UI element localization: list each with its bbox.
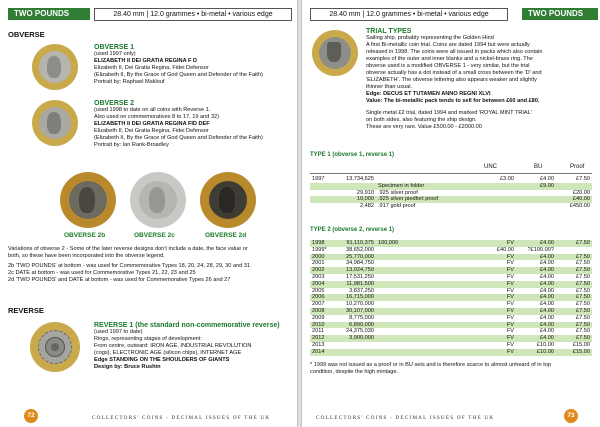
unc-cell (466, 196, 516, 203)
year-cell: 2012 (310, 335, 334, 342)
obverse-1-title: OBVERSE 1 (94, 44, 135, 51)
table-row (310, 308, 592, 315)
variations-line-2: both, so these have been incorporated into the obverse legend. (8, 253, 165, 259)
year-cell: 1999* (312, 246, 327, 253)
year-cell: 2010 (310, 322, 334, 329)
bu-cell (516, 190, 556, 197)
bu-cell: £4.00 (516, 335, 556, 342)
trial-text-1: A first Bi-metallic coin trial. Coins are dated 1994 but were actually (366, 42, 530, 48)
table-row (310, 203, 592, 210)
obverse-2-legend-expanded: Elizabeth II, Dei Gratia Regina, Fidei Defensor (94, 128, 209, 134)
bu-cell: £4.00 (516, 240, 556, 247)
page-number-badge: 73 (564, 409, 578, 423)
mintage-cell (334, 349, 376, 356)
unc-cell: £3.00 (500, 176, 514, 182)
obverse-2-legend: ELIZABETH II DEI GRATIA REGINA FID DEF (94, 121, 210, 127)
type-2-table (310, 240, 592, 356)
obverse-2-usage: (used 1998 to date on all coins with Reverse 1. (94, 107, 211, 113)
trial-text-4: obverse used is a modified OBVERSE 1 - very similar, but the trial (366, 63, 530, 69)
table-row (310, 349, 592, 356)
mintage-cell: 10,000 (334, 196, 376, 203)
obverse-2-title: OBVERSE 2 (94, 100, 135, 107)
year-cell: 2001 (312, 260, 325, 267)
proof-cell: £7.50 (576, 301, 590, 308)
bu-cell (516, 203, 556, 210)
table-row (310, 196, 592, 203)
bu-cell: £4.00 (516, 267, 556, 274)
reverse-heading: REVERSE (8, 306, 44, 315)
detail-cell (376, 247, 466, 254)
obverse-2-usage-cont: Also used on commemoratives 8 to 17, 19 and 32) (94, 114, 219, 120)
year-cell: 2000 (310, 254, 334, 261)
trial-value: Value: The bi-metallic pack tends to sell for between £60 and £80. (366, 98, 540, 104)
detail-cell (376, 260, 466, 267)
single-trial-3: These are very rare. Value £500.00 - £2000.00 (366, 124, 482, 130)
footnote (310, 362, 596, 376)
trial-types-entry (366, 28, 596, 131)
detail-cell (376, 335, 466, 342)
unc-cell (466, 190, 516, 197)
table-row (310, 328, 592, 335)
detail-cell (376, 267, 466, 274)
detail-cell (376, 349, 466, 356)
proof-cell: £7.50 (576, 287, 590, 294)
unc-cell: FV (506, 260, 514, 267)
col-header-proof: Proof (570, 164, 585, 170)
unc-cell: FV (506, 273, 514, 280)
table-row (310, 247, 592, 254)
obverse-1-entry (94, 44, 294, 86)
unc-cell (466, 203, 516, 210)
mintage-cell: 29,910 (356, 189, 374, 196)
mintage-cell: 3,837,250 (349, 287, 374, 294)
type-1-heading: TYPE 1 (obverse 1, reverse 1) (310, 152, 395, 158)
proof-cell: £7.50 (556, 254, 592, 261)
detail-cell: Specimen in folder (376, 183, 466, 190)
bu-cell: £4.00 (516, 254, 556, 261)
trial-text-7: thinner than usual. (366, 84, 413, 90)
detail-cell (376, 322, 466, 329)
bu-cell: £4.00 (516, 294, 556, 301)
table-row (310, 315, 592, 322)
unc-cell: FV (506, 301, 514, 308)
proof-cell: £15.00 (556, 349, 592, 356)
col-header-unc: UNC (484, 164, 497, 170)
mintage-cell: 13,024,750 (334, 267, 376, 274)
caption-obverse-2c: OBVERSE 2c (134, 232, 175, 239)
reverse-1-title: REVERSE 1 (the standard non-commemorative reverse) (94, 322, 280, 329)
table-row (310, 322, 592, 329)
obverse-1-translation: (Elizabeth II, By the Grace of God Queen and Defender of the Faith) (94, 72, 263, 78)
bu-cell: £9.00 (516, 183, 556, 190)
proof-cell: £7.50 (556, 308, 592, 315)
mintage-cell: 24,375,030 (346, 328, 374, 335)
unc-cell: FV (466, 281, 516, 288)
mintage-cell: 16,715,000 (334, 294, 376, 301)
bu-cell: £4.00 (540, 287, 554, 294)
table-row (310, 240, 592, 247)
unc-cell: FV (506, 287, 514, 294)
table-row (310, 335, 592, 342)
year-cell: 1997 (312, 176, 325, 182)
trial-text-3: examples of the outer and inner blanks and a nickel-brass ring. The (366, 56, 533, 62)
proof-cell: £7.50 (576, 314, 590, 321)
proof-cell: £7.50 (576, 328, 590, 335)
footnote-line-1: * 1999 was not issued as a proof or in BU sets and is therefore scarce to almost unheard of in top (310, 362, 551, 368)
page-tab: TWO POUNDS (8, 8, 90, 20)
unc-cell: FV (506, 341, 514, 348)
obverse-1-legend-expanded: Elizabeth II, Dei Gratia Regina, Fidei Defensor (94, 65, 209, 71)
table-row (310, 342, 592, 349)
detail-cell (376, 342, 466, 349)
reverse-1-edge: Edge STANDING ON THE SHOULDERS OF GIANTS (94, 357, 230, 363)
detail-cell (376, 288, 466, 295)
mintage-cell: 8,775,000 (349, 314, 374, 321)
reverse-1-description: Rings, representing stages of development: (94, 336, 202, 342)
detail-cell (376, 301, 466, 308)
mintage-cell: 34,984,750 (346, 260, 374, 267)
unc-cell: FV (466, 240, 516, 247)
mintage-cell: 13,734,625 (346, 176, 374, 182)
year-cell (310, 196, 334, 203)
page-number-badge: 72 (24, 409, 38, 423)
single-trial-1: Single metal £2 trial, dated 1994 and marked 'ROYAL MINT TRIAL' (366, 110, 532, 116)
type-1-table (310, 176, 592, 210)
trial-subtitle: Sailing ship, probably representing the Golden Hind (366, 35, 494, 41)
mintage-cell (334, 183, 376, 190)
proof-cell: £15.00 (572, 341, 590, 348)
bu-cell: £10.00 (516, 349, 556, 356)
proof-cell: £7.50 (556, 335, 592, 342)
bu-cell: £4.00 (540, 260, 554, 267)
obverse-2d-coin-image (200, 172, 256, 228)
proof-cell: £450.00 (569, 203, 590, 210)
bu-cell (516, 196, 556, 203)
page-tab: TWO POUNDS (522, 8, 598, 20)
type-2-heading: TYPE 2 (obverse 2, reverse 1) (310, 227, 395, 233)
spec-box: 28.40 mm | 12.0 grammes • bi-metal • various edge (94, 8, 292, 21)
detail-cell (376, 315, 466, 322)
obverse-1-usage: (used 1997 only) (94, 51, 136, 57)
bu-cell: £4.00 (540, 273, 554, 280)
bu-cell: £4.00 (516, 308, 556, 315)
col-header-bu: BU (534, 164, 543, 170)
year-cell (310, 183, 334, 190)
mintage-cell: 38,652,000 (346, 246, 374, 253)
year-cell: 2007 (312, 301, 325, 308)
unc-cell: FV (466, 349, 516, 356)
trial-text-6: 'ELIZABETH'. The obverse lettering also appears weaker and slightly (366, 77, 537, 83)
table-row (310, 281, 592, 288)
table-row (310, 267, 592, 274)
detail-cell: .925 silver piedfort proof (376, 196, 466, 203)
detail-cell: .925 silver proof (378, 189, 418, 196)
detail-cell (376, 308, 466, 315)
year-cell: 2008 (310, 308, 334, 315)
year-cell: 2006 (310, 294, 334, 301)
unc-cell (466, 183, 516, 190)
year-cell: 1998 (310, 240, 334, 247)
obverse-1-designer: Portrait by: Raphael Maklouf (94, 79, 165, 85)
detail-cell: .917 gold proof (378, 203, 416, 210)
detail-cell (376, 274, 466, 281)
unc-cell: FV (466, 308, 516, 315)
detail-cell: 100,000 (376, 240, 466, 247)
year-cell: 2014 (310, 349, 334, 356)
reverse-1-rings-cont: (cogs), ELECTRONIC AGE (silicon chips), INTERNET AGE (94, 350, 242, 356)
page-footer: COLLECTORS' COINS - DECIMAL ISSUES OF THE UK (316, 415, 495, 421)
unc-cell: FV (466, 267, 516, 274)
reverse-1-designer: Design by: Bruce Rushin (94, 364, 161, 370)
mintage-cell: 11,981,500 (334, 281, 376, 288)
variation-2d: 2d 'TWO POUNDS' and DATE at bottom - was used for Commemorative Types 26 and 27 (8, 277, 231, 283)
bu-cell: ?£100.00? (527, 246, 554, 253)
unc-cell: FV (506, 328, 514, 335)
year-cell: 2009 (312, 314, 325, 321)
variation-2b: 2b 'TWO POUNDS' at bottom - was used for Commemorative Types 18, 20, 24, 28, 29, 30 and 31 (8, 263, 251, 269)
table-row (310, 190, 592, 197)
bu-cell: £4.00 (540, 314, 554, 321)
unc-cell: £40.00 (496, 246, 514, 253)
obverse-heading: OBVERSE (8, 30, 45, 39)
variations-line-1: Variations of obverse 2 - Some of the later reverse designs don't include a date, the face value or (8, 246, 248, 252)
proof-cell: £20.00 (572, 189, 590, 196)
detail-cell (376, 176, 466, 183)
trial-edge: Edge: DECUS ET TUTAMEN ANNO REGNI XLVI (366, 91, 491, 97)
year-cell: 2002 (310, 267, 334, 274)
proof-cell: £7.50 (576, 260, 590, 267)
left-page (2, 0, 298, 427)
mintage-cell: 3,900,000 (334, 335, 376, 342)
caption-obverse-2d: OBVERSE 2d (205, 232, 247, 239)
trial-coin-image (312, 30, 358, 76)
proof-cell (556, 183, 592, 190)
variation-2c: 2c DATE at bottom - was used for Commemorative Types 21, 22, 23 and 25 (8, 270, 196, 276)
proof-cell (556, 247, 592, 254)
proof-cell: £7.50 (556, 294, 592, 301)
mintage-cell: 2,482 (360, 203, 374, 210)
unc-cell: FV (466, 254, 516, 261)
trial-types-title: TRIAL TYPES (366, 28, 412, 35)
mintage-cell: 6,890,000 (334, 322, 376, 329)
obverse-1-legend: ELIZABETH II DEI GRATIA REGINA F D (94, 58, 197, 64)
mintage-cell (334, 342, 376, 349)
proof-cell: £7.50 (576, 273, 590, 280)
footnote-line-2: condition, despite the high mintage. (310, 369, 399, 375)
spec-box: 28.40 mm | 12.0 grammes • bi-metal • various edge (310, 8, 508, 21)
obverse-2-entry (94, 100, 294, 149)
proof-cell: £7.50 (576, 176, 590, 182)
mintage-cell: 25,770,000 (334, 254, 376, 261)
bu-cell: £10.00 (536, 341, 554, 348)
table-row (310, 183, 592, 190)
bu-cell: £4.00 (516, 281, 556, 288)
obverse-2c-coin-image (130, 172, 186, 228)
obverse-2b-coin-image (60, 172, 116, 228)
table-row (310, 254, 592, 261)
detail-cell (376, 294, 466, 301)
year-cell: 2013 (312, 341, 325, 348)
table-row (310, 176, 592, 183)
table-row (310, 274, 592, 281)
year-cell: 2011 (312, 328, 325, 335)
mintage-cell: 30,107,000 (334, 308, 376, 315)
reverse-1-entry (94, 322, 294, 371)
trial-text-2: released in 1998. The coins were all issued in packs which also contain (366, 49, 543, 55)
detail-cell (376, 328, 466, 335)
proof-cell: £7.50 (556, 281, 592, 288)
bu-cell: £4.00 (540, 301, 554, 308)
table-row (310, 288, 592, 295)
proof-cell: £7.50 (556, 267, 592, 274)
reverse-1-coin-image (30, 322, 80, 372)
detail-cell (376, 281, 466, 288)
mintage-cell: 91,110,375 (334, 240, 376, 247)
page-footer: COLLECTORS' COINS - DECIMAL ISSUES OF THE UK (92, 415, 271, 421)
obverse-2-designer: Portrait by: Ian Rank-Broadley (94, 142, 169, 148)
table-rule (310, 173, 592, 174)
year-cell: 2005 (312, 287, 325, 294)
table-row (310, 260, 592, 267)
reverse-1-usage: (used 1997 to date) (94, 329, 143, 335)
obverse-1-coin-image (32, 44, 78, 90)
right-page (302, 0, 598, 427)
bu-cell: £4.00 (540, 328, 554, 335)
unc-cell: FV (466, 335, 516, 342)
mintage-cell: 10,270,000 (346, 301, 374, 308)
table-row (310, 294, 592, 301)
variations-text (8, 246, 294, 284)
year-cell: 2003 (312, 273, 325, 280)
single-trial-2: on both sides, also featuring the ship design. (366, 117, 477, 123)
caption-obverse-2b: OBVERSE 2b (64, 232, 106, 239)
detail-cell (376, 254, 466, 261)
year-cell (310, 203, 334, 210)
unc-cell: FV (466, 322, 516, 329)
table-row (310, 301, 592, 308)
obverse-2-coin-image (32, 100, 78, 146)
proof-cell: £7.50 (556, 322, 592, 329)
reverse-1-rings: From centre, outward: IRON AGE, INDUSTRIAL REVOLUTION (94, 343, 252, 349)
bu-cell: £4.00 (540, 176, 554, 182)
year-cell (310, 190, 334, 197)
unc-cell: FV (466, 294, 516, 301)
bu-cell: £4.00 (516, 322, 556, 329)
proof-cell: £40.00 (556, 196, 592, 203)
proof-cell: £7.50 (556, 240, 592, 247)
year-cell: 2004 (310, 281, 334, 288)
obverse-2-translation: (Elizabeth II, By the Grace of God Queen and Defender of the Faith) (94, 135, 263, 141)
mintage-cell: 17,531,250 (346, 273, 374, 280)
trial-text-5: obverse actually has a dot instead of a small cross between the 'D' and (366, 70, 542, 76)
unc-cell: FV (506, 314, 514, 321)
